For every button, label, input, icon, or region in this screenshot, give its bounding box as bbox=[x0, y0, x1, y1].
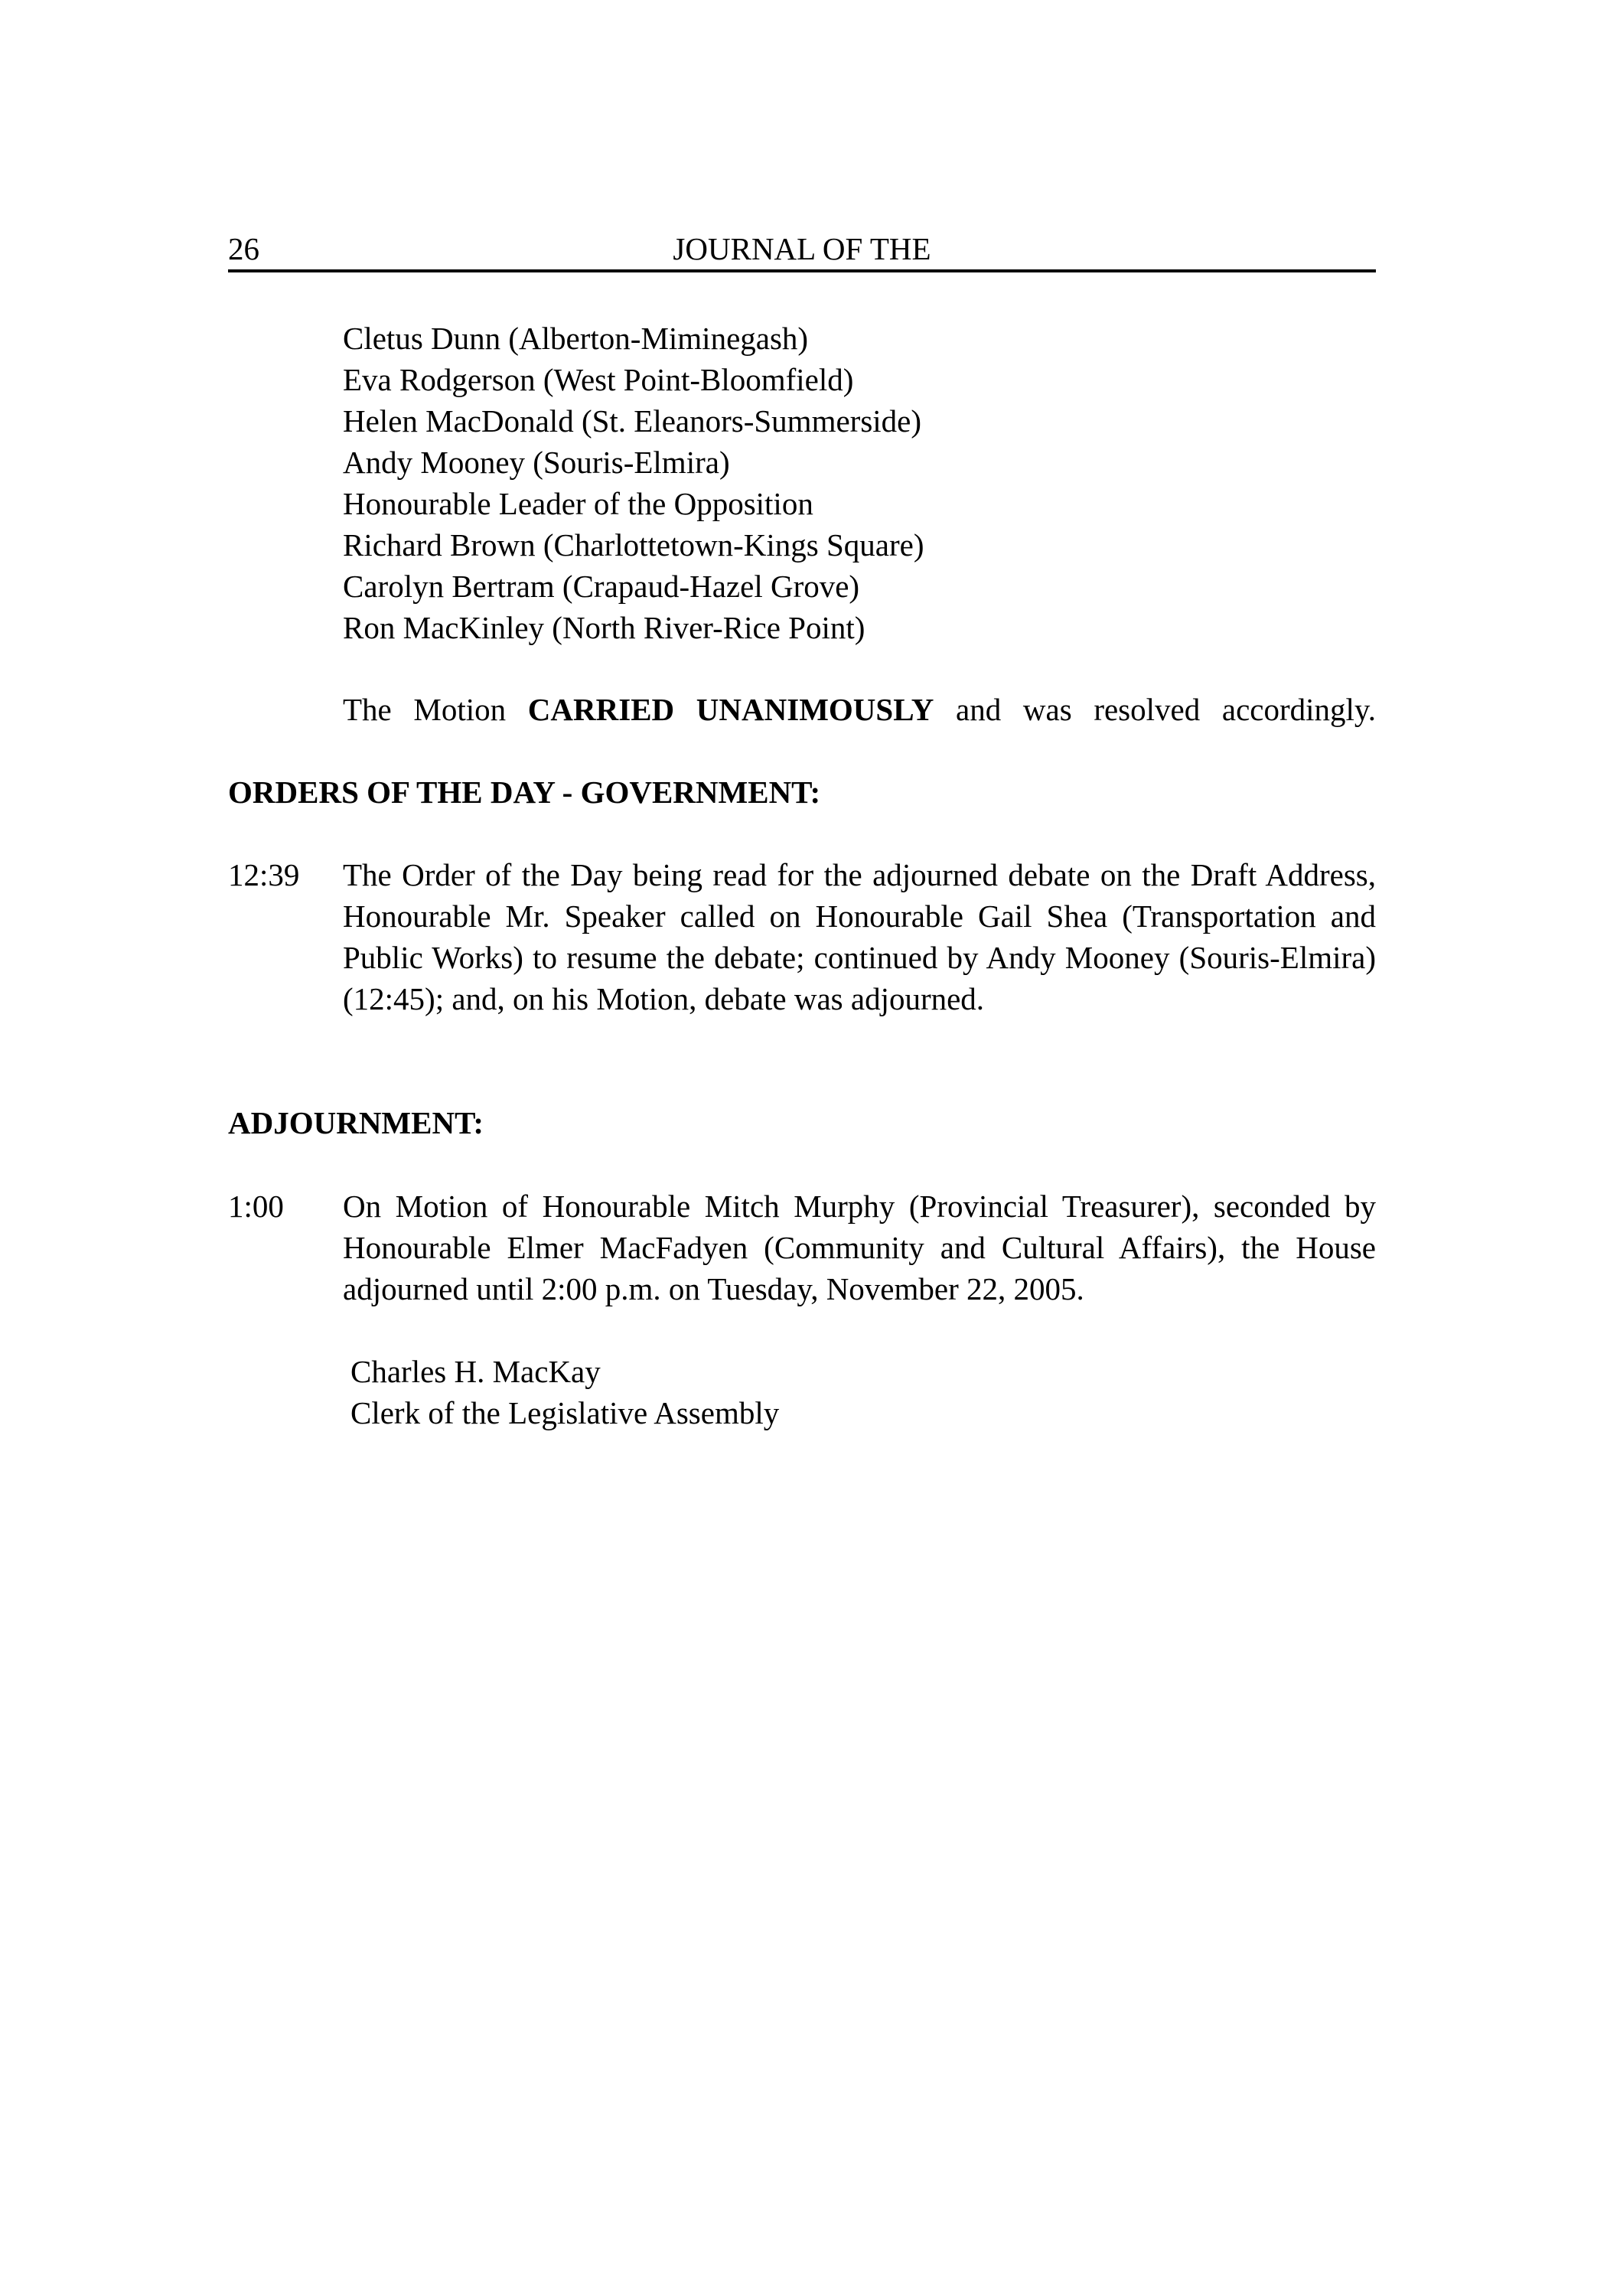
motion-result-before: The Motion bbox=[343, 692, 528, 727]
orders-entry-text: The Order of the Day being read for the adjourned debate on the Draft Address, Honourable Mr. Speaker called on Honourable Gail Shea (Transportation and Public Works) to resume the debate; continued by Andy Mooney (Souris-Elmira) (12:45); and, on his Motion, debate was adjourned. bbox=[343, 857, 1376, 1016]
adjournment-entry-time: 1:00 bbox=[228, 1189, 284, 1224]
member-list bbox=[343, 318, 924, 648]
clerk-title: Clerk of the Legislative Assembly bbox=[350, 1395, 780, 1430]
signature-block bbox=[350, 1351, 779, 1433]
adjournment-entry-text: On Motion of Honourable Mitch Murphy (Provincial Treasurer), seconded by Honourable Elmer MacFadyen (Community and Cultural Affairs), the House adjourned until 2:00 p.m. on Tuesday, November 22, 2005. bbox=[343, 1189, 1376, 1306]
member-item: Andy Mooney (Souris-Elmira) bbox=[343, 445, 730, 480]
member-item: Eva Rodgerson (West Point-Bloomfield) bbox=[343, 362, 854, 397]
member-item: Richard Brown (Charlottetown-Kings Square) bbox=[343, 527, 924, 563]
running-head: JOURNAL OF THE bbox=[673, 231, 931, 266]
adjournment-heading: ADJOURNMENT: bbox=[228, 1105, 484, 1140]
member-item: Cletus Dunn (Alberton-Miminegash) bbox=[343, 321, 809, 356]
adjournment-entry bbox=[228, 1186, 1376, 1309]
member-item: Honourable Leader of the Opposition bbox=[343, 486, 813, 521]
page-number: 26 bbox=[228, 231, 259, 266]
clerk-name: Charles H. MacKay bbox=[350, 1354, 601, 1389]
member-item: Ron MacKinley (North River-Rice Point) bbox=[343, 610, 865, 645]
member-item: Carolyn Bertram (Crapaud-Hazel Grove) bbox=[343, 569, 860, 604]
member-item: Helen MacDonald (St. Eleanors-Summerside) bbox=[343, 403, 922, 439]
orders-of-the-day-heading: ORDERS OF THE DAY - GOVERNMENT: bbox=[228, 775, 821, 810]
page-header bbox=[228, 228, 1376, 272]
motion-result bbox=[343, 689, 1376, 730]
orders-entry bbox=[228, 854, 1376, 1019]
motion-result-after: and was resolved accordingly. bbox=[934, 692, 1376, 727]
orders-entry-time: 12:39 bbox=[228, 857, 300, 892]
motion-result-emphasis: CARRIED UNANIMOUSLY bbox=[527, 692, 934, 727]
